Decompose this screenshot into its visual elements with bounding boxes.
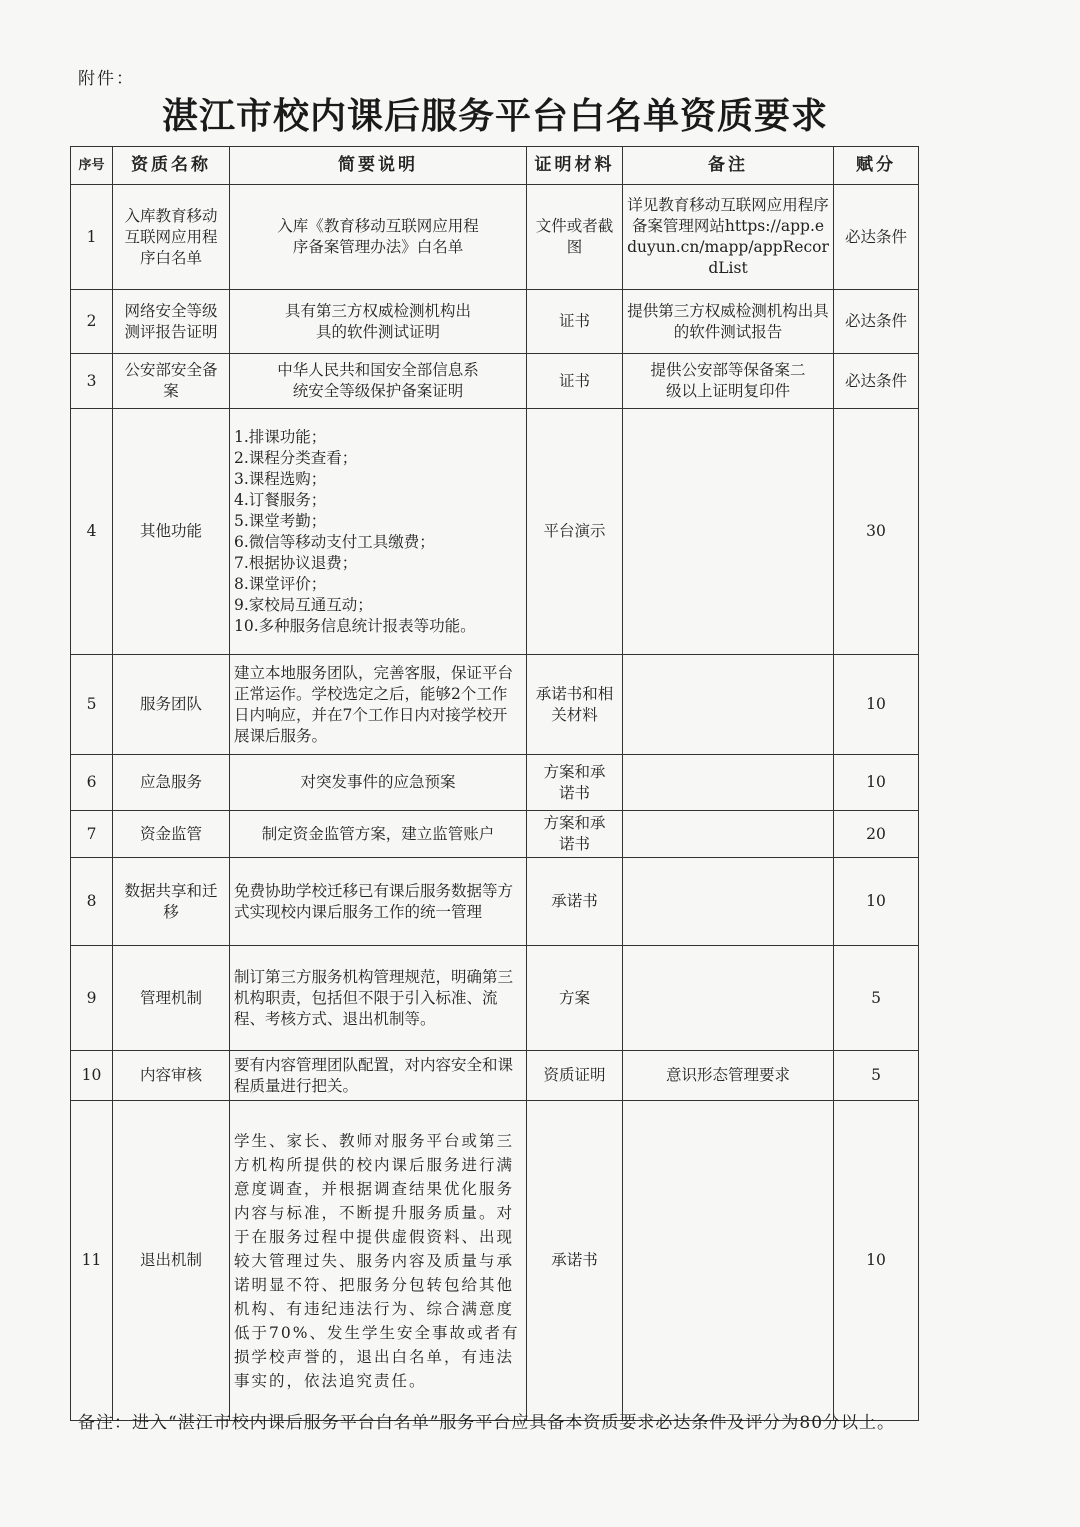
row-no: 2 — [71, 290, 113, 354]
row-desc: 建立本地服务团队，完善客服，保证平台正常运作。学校选定之后，能够2个工作日内响应，并在7个工作日内对接学校开展课后服务。 — [230, 655, 527, 755]
table-row — [71, 655, 919, 755]
table-row — [71, 858, 919, 946]
row-note — [623, 409, 834, 655]
row-desc: 中华人民共和国安全部信息系统安全等级保护备案证明 — [230, 354, 527, 409]
row-score: 10 — [834, 858, 919, 946]
header-name: 资质名称 — [113, 147, 230, 185]
row-note: 提供公安部等保备案二级以上证明复印件 — [623, 354, 834, 409]
row-note — [623, 946, 834, 1051]
table-header-row — [71, 147, 919, 185]
row-proof: 证书 — [527, 354, 623, 409]
row-no: 5 — [71, 655, 113, 755]
row-no: 6 — [71, 755, 113, 811]
row-score: 5 — [834, 946, 919, 1051]
header-desc: 简要说明 — [230, 147, 527, 185]
row-no: 11 — [71, 1101, 113, 1421]
table-row — [71, 290, 919, 354]
table-row — [71, 354, 919, 409]
row-proof: 承诺书 — [527, 858, 623, 946]
header-note: 备注 — [623, 147, 834, 185]
row-proof: 方案和承诺书 — [527, 755, 623, 811]
table-row — [71, 946, 919, 1051]
row-desc: 制订第三方服务机构管理规范，明确第三机构职责，包括但不限于引入标准、流程、考核方式、退出机制等。 — [230, 946, 527, 1051]
row-no: 10 — [71, 1051, 113, 1101]
row-name: 内容审核 — [113, 1051, 230, 1101]
table-row — [71, 1101, 919, 1421]
row-name: 公安部安全备案 — [113, 354, 230, 409]
row-score: 10 — [834, 655, 919, 755]
row-name: 退出机制 — [113, 1101, 230, 1421]
row-proof: 承诺书 — [527, 1101, 623, 1421]
row-score: 30 — [834, 409, 919, 655]
row-note — [623, 1101, 834, 1421]
row-name: 资金监管 — [113, 811, 230, 858]
row-no: 8 — [71, 858, 113, 946]
table-row — [71, 1051, 919, 1101]
row-name: 管理机制 — [113, 946, 230, 1051]
page-title: 湛江市校内课后服务平台白名单资质要求 — [161, 96, 828, 137]
row-proof: 资质证明 — [527, 1051, 623, 1101]
row-proof: 承诺书和相关材料 — [527, 655, 623, 755]
row-name: 应急服务 — [113, 755, 230, 811]
table-row — [71, 185, 919, 290]
row-score: 10 — [834, 1101, 919, 1421]
row-desc: 具有第三方权威检测机构出具的软件测试证明 — [230, 290, 527, 354]
row-note — [623, 858, 834, 946]
header-no: 序号 — [71, 147, 113, 185]
table-row — [71, 811, 919, 858]
table-row — [71, 755, 919, 811]
row-no: 9 — [71, 946, 113, 1051]
footer-note: 备注：进入“湛江市校内课后服务平台白名单”服务平台应具备本资质要求必达条件及评分为80分以上。 — [78, 1413, 896, 1433]
row-score: 必达条件 — [834, 354, 919, 409]
row-desc: 要有内容管理团队配置，对内容安全和课程质量进行把关。 — [230, 1051, 527, 1101]
row-name: 其他功能 — [113, 409, 230, 655]
table-row — [71, 409, 919, 655]
row-desc: 制定资金监管方案，建立监管账户 — [230, 811, 527, 858]
row-proof: 方案 — [527, 946, 623, 1051]
row-score: 必达条件 — [834, 185, 919, 290]
row-desc: 1.排课功能； 2.课程分类查看； 3.课程选购； 4.订餐服务； 5.课堂考勤； 6.微信等移动支付工具缴费； 7.根据协议退费； 8.课堂评价； 9.家校局互通互动； 10.多种服务信息统计报表等功能。 — [230, 409, 527, 655]
row-desc: 学生、家长、教师对服务平台或第三方机构所提供的校内课后服务进行满意度调查，并根据调查结果优化服务内容与标准，不断提升服务质量。对于在服务过程中提供虚假资料、出现较大管理过失、服务内容及质量与承诺明显不符、把服务分包转包给其他机构、有违纪违法行为、综合满意度低于70%、发生学生安全事故或者有损学校声誉的，退出白名单，有违法事实的，依法追究责任。 — [230, 1101, 527, 1421]
row-proof: 平台演示 — [527, 409, 623, 655]
row-note: 提供第三方权威检测机构出具的软件测试报告 — [623, 290, 834, 354]
attachment-label: 附件： — [78, 69, 135, 89]
qualification-table — [70, 146, 919, 1421]
row-desc: 入库《教育移动互联网应用程序备案管理办法》白名单 — [230, 185, 527, 290]
row-score: 必达条件 — [834, 290, 919, 354]
row-note — [623, 755, 834, 811]
row-no: 1 — [71, 185, 113, 290]
row-score: 10 — [834, 755, 919, 811]
row-name: 网络安全等级测评报告证明 — [113, 290, 230, 354]
row-note: 详见教育移动互联网应用程序备案管理网站https://app.eduyun.cn/mapp/appRecordList — [623, 185, 834, 290]
row-name: 服务团队 — [113, 655, 230, 755]
row-name: 入库教育移动互联网应用程序白名单 — [113, 185, 230, 290]
row-desc: 对突发事件的应急预案 — [230, 755, 527, 811]
row-proof: 证书 — [527, 290, 623, 354]
row-desc: 免费协助学校迁移已有课后服务数据等方式实现校内课后服务工作的统一管理 — [230, 858, 527, 946]
row-proof: 文件或者截图 — [527, 185, 623, 290]
row-score: 20 — [834, 811, 919, 858]
row-note — [623, 811, 834, 858]
row-note — [623, 655, 834, 755]
header-proof: 证明材料 — [527, 147, 623, 185]
row-no: 7 — [71, 811, 113, 858]
row-no: 4 — [71, 409, 113, 655]
row-note: 意识形态管理要求 — [623, 1051, 834, 1101]
row-no: 3 — [71, 354, 113, 409]
row-score: 5 — [834, 1051, 919, 1101]
row-name: 数据共享和迁移 — [113, 858, 230, 946]
row-proof: 方案和承诺书 — [527, 811, 623, 858]
header-score: 赋分 — [834, 147, 919, 185]
